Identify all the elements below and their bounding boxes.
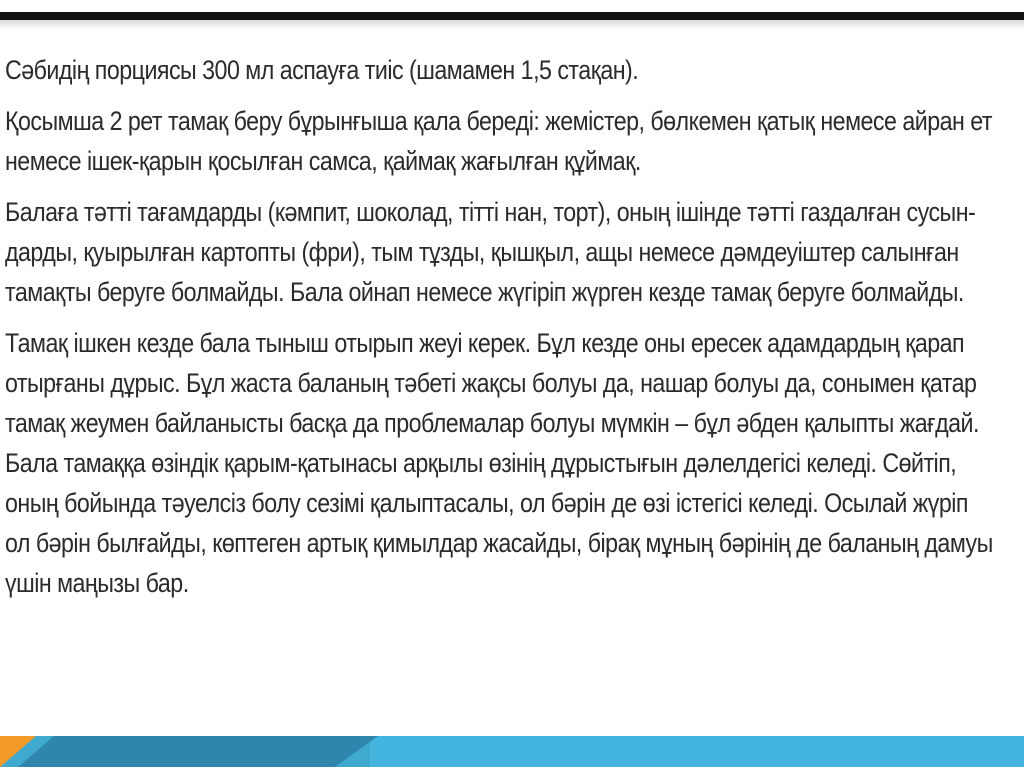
slide-body-text xyxy=(5,50,1024,603)
text-line: дарды, қуырылған картопты (фри), тым тұзды, қышқыл, ащы немесе дәмдеуіштер салынған xyxy=(5,237,959,267)
slide-top-shadow xyxy=(0,20,1024,30)
bottom-band-dark-segment xyxy=(18,736,378,767)
paragraph xyxy=(5,192,1024,312)
paragraph xyxy=(5,101,1024,181)
paragraph xyxy=(5,323,1024,603)
text-line: Сәбидің порциясы 300 мл аспауға тиіс (шамамен 1,5 стақан). xyxy=(5,55,639,85)
text-line: оның бойында тәуелсіз болу сезімі қалыптасалы, ол бәрін де өзі істегісі келеді. Осылай жүріп xyxy=(5,488,968,518)
text-line: үшін маңызы бар. xyxy=(5,568,189,598)
paragraph xyxy=(5,50,1024,90)
text-line: Балаға тәтті тағамдарды (кәмпит, шоколад, тітті нан, торт), оның ішінде тәтті газдалған сусын- xyxy=(5,197,976,227)
bottom-band-orange-corner xyxy=(0,736,36,767)
text-line: Бала тамаққа өзіндік қарым-қатынасы арқылы өзінің дұрыстығын дәлелдегісі келеді. Сөйтіп, xyxy=(5,448,957,478)
text-line: немесе ішек-қарын қосылған самса, қаймақ жағылған құймақ. xyxy=(5,146,641,176)
slide-top-bar xyxy=(0,12,1024,20)
text-line: тамақты беруге болмайды. Бала ойнап немесе жүгіріп жүрген кезде тамақ беруге болмайды. xyxy=(5,277,964,307)
bottom-band-light-segment xyxy=(370,736,1024,767)
text-line: Тамақ ішкен кезде бала тыныш отырып жеуі керек. Бұл кезде оны ересек адамдардың қарап xyxy=(5,328,965,358)
text-line: ол бәрін былғайды, көптеген артық қимылдар жасайды, бірақ мұның бәрінің де баланың дамуы xyxy=(5,528,993,558)
text-line: тамақ жеумен байланысты басқа да проблемалар болуы мүмкін – бұл әбден қалыпты жағдай. xyxy=(5,408,979,438)
text-line: отырғаны дұрыс. Бұл жаста баланың тәбеті жақсы болуы да, нашар болуы да, сонымен қатар xyxy=(5,368,977,398)
text-line: Қосымша 2 рет тамақ беру бұрынғыша қала береді: жемістер, бөлкемен қатық немесе айран ет xyxy=(5,106,992,136)
